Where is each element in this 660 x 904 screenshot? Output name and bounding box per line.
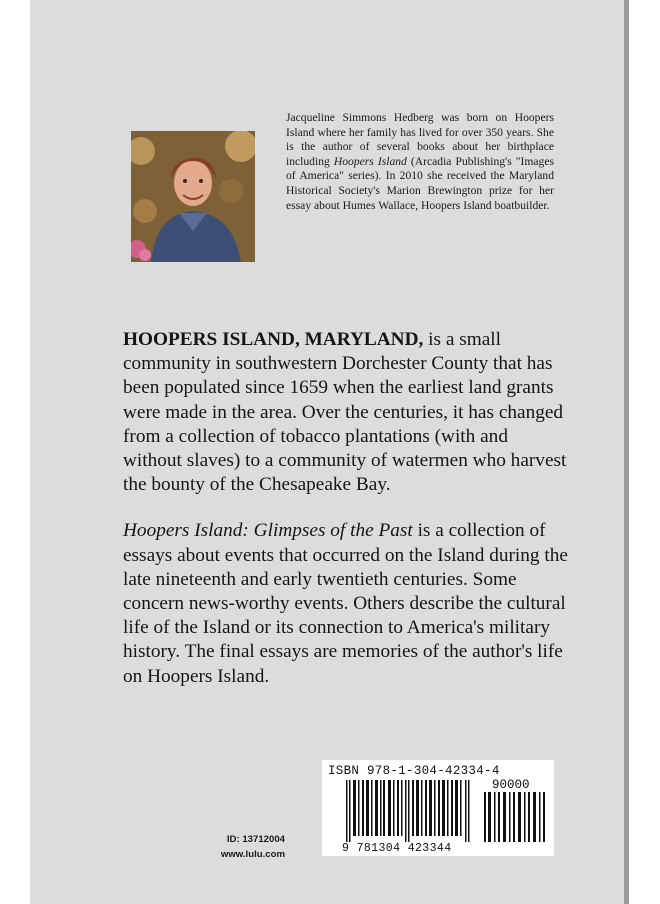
barcode-bars — [346, 780, 474, 842]
author-photo — [131, 131, 255, 262]
description-paragraph-1 — [123, 328, 569, 497]
description-book-title: Hoopers Island: Glimpses of the Past — [123, 520, 413, 542]
publisher-info — [200, 832, 285, 862]
author-bio — [286, 111, 554, 213]
bio-text-end: (Arcadia Publishing's "Images of America" series). In 2010 she received the Maryland Historical Society's Marion Brewington prize for her essay about Humes Wallace, Hoopers Island boatbuilder. — [286, 154, 554, 212]
barcode-digits: 9 781304 423344 — [342, 842, 452, 855]
price-code: 90000 — [492, 778, 530, 792]
book-description — [123, 328, 569, 711]
description-text-2: is a collection of essays about events that occurred on the Island during the late nineteenth and early twentieth centuries. Some concern news-worthy events. Others describe the cultural life of the Island or its connection to America's military history. The final essays are memories of the author's life on Hoopers Island. — [123, 520, 568, 687]
addon-barcode-bars — [484, 792, 548, 842]
bio-text-start: Jacqueline Simmons Hedberg was born on Hoopers Island where her family has lived for over 350 years. She is the author of several books about her birthplace including — [286, 111, 554, 168]
spine-edge — [624, 0, 629, 904]
publisher-id: ID: 13712004 — [226, 834, 285, 845]
description-paragraph-2 — [123, 519, 569, 688]
isbn-barcode — [322, 760, 554, 856]
description-lead: HOOPERS ISLAND, MARYLAND, — [123, 329, 424, 350]
isbn-label: ISBN 978-1-304-42334-4 — [328, 764, 500, 778]
bio-book-title: Hoopers Island — [333, 154, 407, 168]
publisher-url: www.lulu.com — [220, 849, 285, 860]
description-text-1: is a small community in southwestern Dorchester County that has been populated since 1659 when the earliest land grants were made in the area. Over the centuries, it has changed from a collection of tobacco plantations (with and without slaves) to a community of watermen who harvest the bounty of the Chesapeake Bay. — [123, 329, 567, 496]
